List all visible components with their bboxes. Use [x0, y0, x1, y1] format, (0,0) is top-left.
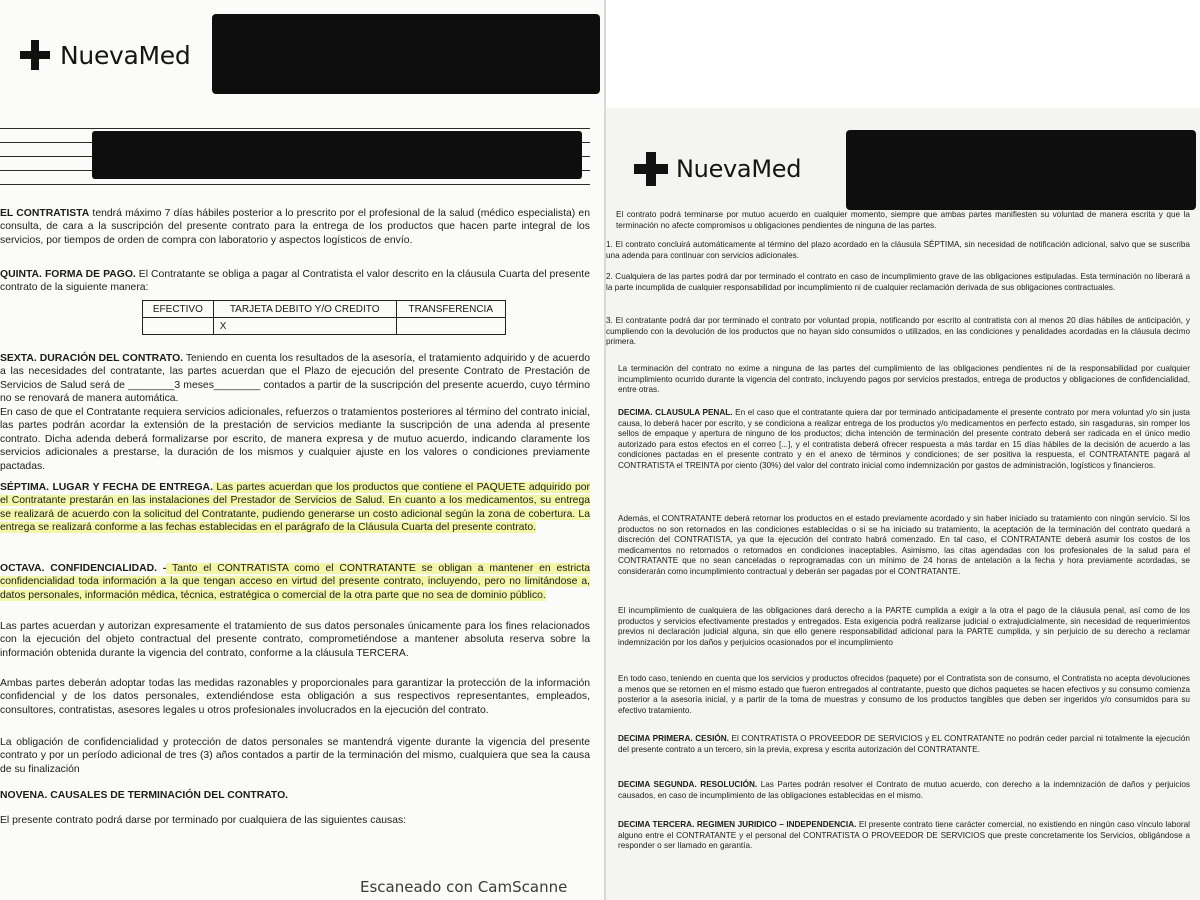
- payment-method-table: [142, 300, 506, 335]
- medical-cross-icon: [20, 40, 50, 70]
- clause-decima-tercera: DECIMA TERCERA. REGIMEN JURIDICO – INDEPENDENCIA. El presente contrato tiene carácter comercial, no existiendo en ningún caso vínculo laboral alguno entre el CONTRATANTE y el personal del CONTRATISTA O PROVEEDOR DE SERVICIOS que preste concretamente los Servicios, obligándose a responder o ser llamado en garantía.: [618, 820, 1190, 851]
- clause-novena: NOVENA. CAUSALES DE TERMINACIÓN DEL CONTRATO.: [0, 790, 289, 801]
- medical-cross-icon: [634, 152, 668, 186]
- clause-octava: OCTAVA. CONFIDENCIALIDAD. - Tanto el CONTRATISTA como el CONTRATANTE se obligan a mantener en estricta confidencialidad toda información a la que tengan acceso en virtud del presente contrato, incluyendo, pero no limitándose a, datos personales, información médica, técnica, estratégica o comercial de la otra parte que no sea de dominio público.: [0, 563, 591, 601]
- paragraph: Las partes acuerdan y autorizan expresamente el tratamiento de sus datos personales únicamente para los fines relacionados con la ejecución del objeto contractual del presente contrato, comprometiéndose a mantener absoluta reserva sobre la información obtenida durante la vigencia del contrato, conforme a la cláusula TERCERA.: [0, 621, 590, 659]
- paragraph: La obligación de confidencialidad y protección de datos personales se mantendrá vigente durante la vigencia del presente contrato y por un período adicional de tres (3) años contados a partir de la terminación del mismo, cualquiera que sea la causa de su finalización: [0, 737, 590, 775]
- paragraph: Ambas partes deberán adoptar todas las medidas razonables y proporcionales para garantizar la protección de la información confidencial y de los datos personales, extendiéndose esta obligación a sus respectivos representantes, empleados, consultores, contratistas, asesores legales u otros profesionales involucrados en la ejecución del contrato.: [0, 678, 590, 716]
- payment-header: EFECTIVO: [143, 301, 214, 318]
- paragraph: Además, el CONTRATANTE deberá retornar los productos en el estado previamente acordado y sin haber iniciado su tratamiento con ningún servicio. Si los productos no son retornados en las condiciones establecidas o si se ha iniciado su tratamiento, la aceptación de la terminación del contrato quedará a discreción del CONTRATISTA, ya que la ejecución del contrato habrá comenzado. En tal caso, el CONTRATANTE deberá asumir los costos de los medicamentos no retornados o retornados en condiciones inaceptables. Asimismo, las citas agendadas con los profesionales de la salud para el CONTRATANTE que no sean canceladas o reprogramadas con un mínimo de 24 horas de antelación a la fecha y hora previamente acordadas, se considerarán como incumplimiento contractual y deberán ser pagadas por el CONTRATANTE.: [618, 514, 1190, 576]
- brand-name: NuevaMed: [676, 155, 802, 183]
- paragraph: El incumplimiento de cualquiera de las obligaciones dará derecho a la PARTE cumplida a exigir a la otra el pago de la cláusula penal, así como de los productos y servicios efectivamente prestados y entregados. Esta exigencia podrá realizarse judicial o extrajudicialmente, sin necesidad de requerimientos previos ni declaración judicial alguna, sin que ello genere responsabilidad adicional para la PARTE cumplida, y sin perjuicio de su derecho a reclamar indemnización por los daños y perjuicios ocasionados por el incumplimiento: [618, 606, 1190, 647]
- clause-decima-segunda: DECIMA SEGUNDA. RESOLUCIÓN. Las Partes podrán resolver el Contrato de mutuo acuerdo, con derecho a la indemnización de daños y perjuicios causados, en caso de incumplimiento de las obligaciones establecidas en el mismo.: [618, 780, 1190, 800]
- paragraph: El presente contrato podrá darse por terminado por cualquiera de las siguientes causas:: [0, 815, 407, 826]
- brand-name: NuevaMed: [60, 40, 191, 70]
- payment-cell: [396, 318, 505, 335]
- redacted-party-block: [92, 131, 582, 179]
- clause-quinta: QUINTA. FORMA DE PAGO. El Contratante se obliga a pagar al Contratista el valor descrito en la cláusula Cuarta del presente contrato de la siguiente manera:: [0, 269, 590, 294]
- payment-header: TRANSFERENCIA: [396, 301, 505, 318]
- paragraph: En caso de que el Contratante requiera servicios adicionales, refuerzos o tratamientos posteriores al término del contrato inicial, las partes podrán acordar la extensión de la prestación de servicios mediante la suscripción de una adenda al presente contrato. Dicha adenda deberá formalizarse por escrito, de manera expresa y de mutuo acuerdo, indicando claramente los servicios adicionales a prestarse, la duración de los mismos y cualquier ajuste en los valores o condiciones previamente pactadas.: [0, 407, 590, 472]
- termination-cause-2: 2. Cualquiera de las partes podrá dar por terminado el contrato en caso de incumplimiento grave de las obligaciones estipuladas. Esta terminación no liberará a la parte incumplida de cualquier responsabilidad por incumplimiento ni de cualquier reclamación derivada de sus obligaciones contractuales.: [606, 272, 1190, 292]
- paragraph: La terminación del contrato no exime a ninguna de las partes del cumplimiento de las obligaciones pendientes ni de la responsabilidad por cualquier incumplimiento ocurrido durante la vigencia del contrato, incluyendo pagos por servicios prestados, entrega de productos y obligaciones de confidencialidad, entre otras.: [618, 364, 1190, 395]
- payment-header: TARJETA DEBITO Y/O CREDITO: [213, 301, 396, 318]
- nuevamed-logo: [20, 40, 190, 70]
- paragraph: EL CONTRATISTA tendrá máximo 7 días hábiles posterior a lo prescrito por el profesional de la salud (médico especialista) en consulta, de cara a la suscripción del presente contrato para la entrega de los productos que hacen parte integral de los servicios, por tiempos de orden de compra con laboratorio y aspectos logísticos de envío.: [0, 208, 590, 246]
- redacted-header-block: [846, 130, 1196, 210]
- nuevamed-logo: [634, 152, 801, 186]
- termination-cause-3: 3. El contratante podrá dar por terminado el contrato por voluntad propia, notificando por escrito al contratista con al menos 20 días hábiles de anticipación, y cumpliendo con la devolución de los productos que no hayan sido consumidos o utilizados, en las condiciones y penalidades acordadas en la cláusula decimo primera.: [606, 316, 1190, 347]
- clause-decima-primera: DECIMA PRIMERA. CESIÓN. El CONTRATISTA O PROVEEDOR DE SERVICIOS y EL CONTRATANTE no podrán ceder parcial ni totalmente la ejecución del presente contrato a un tercero, sin la previa, expresa y escrita autorización del CONTRATANTE.: [618, 734, 1190, 754]
- clause-sexta: SEXTA. DURACIÓN DEL CONTRATO. Teniendo en cuenta los resultados de la asesoría, el tratamiento adquirido y de acuerdo a las necesidades del contratante, las partes acuerdan que el Plazo de ejecución del presente Contrato de Prestación de Servicios de Salud será de ________3 meses________ contados a partir de la suscripción del presente acuerdo, cuyo término no se renovará de manera automática.: [0, 353, 590, 405]
- payment-cell: X: [213, 318, 396, 335]
- redacted-header-block: [212, 14, 600, 94]
- paragraph: El contrato podrá terminarse por mutuo acuerdo en cualquier momento, siempre que ambas partes manifiesten su voluntad de manera escrita y que la terminación no afecte compromisos u obligaciones pendientes de ninguna de las partes.: [616, 210, 1190, 230]
- payment-cell: [143, 318, 214, 335]
- scanner-watermark: Escaneado con CamScanne: [360, 878, 568, 896]
- right-contract-page: [606, 108, 1200, 900]
- paragraph: En todo caso, teniendo en cuenta que los servicios y productos ofrecidos (paquete) por el Contratista son de consumo, el Contratista no acepta devoluciones a menos que se retornen en el mismo estado que fueron entregados al contratante, puesto que dichos paquetes se hacen efectivos y su consumo comienza posterior a la asesoría inicial, y a partir de la toma de muestras y consumo de los productos tangibles que deben ser ingeridos y/o consumidos para su efectivo tratamiento.: [618, 674, 1190, 715]
- clause-decima: DECIMA. CLAUSULA PENAL. En el caso que el contratante quiera dar por terminado anticipadamente el presente contrato por mera voluntad y/o sin justa causa, lo deberá hacer por escrito, y se condiciona a realizar entrega de los productos y/o medicamentos en perfecto estado, sin rasgaduras, sin romper los sellos de empaque y apertura de ninguno de los productos; dicha intención de terminación del presente contrato deberá ser radicada en el único medio autorizado para estos efectos en el correo [...], y el contratista deberá ofrecer respuesta a más tardar en 15 días hábiles de la decisión de acuerdo a las condiciones pactadas en el presente contrato y en el anexo de términos y condiciones; de ser positiva la respuesta, el CONTRATANTE pagará al CONTRATISTA el TREINTA por ciento (30%) del valor del contrato inicial como indemnización por gastos de administración, logísticos y financieros.: [618, 408, 1190, 470]
- termination-cause-1: 1. El contrato concluirá automáticamente al término del plazo acordado en la cláusula SÉPTIMA, sin necesidad de notificación adicional, salvo que se suscriba una adenda para continuar con servicios adicionales.: [606, 240, 1190, 260]
- blank-area: [606, 0, 1200, 108]
- clause-septima: SÉPTIMA. LUGAR Y FECHA DE ENTREGA. Las partes acuerdan que los productos que contiene el PAQUETE adquirido por el Contratante prestarán en las instalaciones del Prestador de Servicios de Salud. En cuanto a los medicamentos, su entrega se realizará de acuerdo con la solicitud del Contratante, pudiendo generarse un costo adicional según la zona de cobertura. La entrega se realizará conforme a las fechas establecidas en el parágrafo de la Cláusula Cuarta del presente contrato.: [0, 482, 590, 534]
